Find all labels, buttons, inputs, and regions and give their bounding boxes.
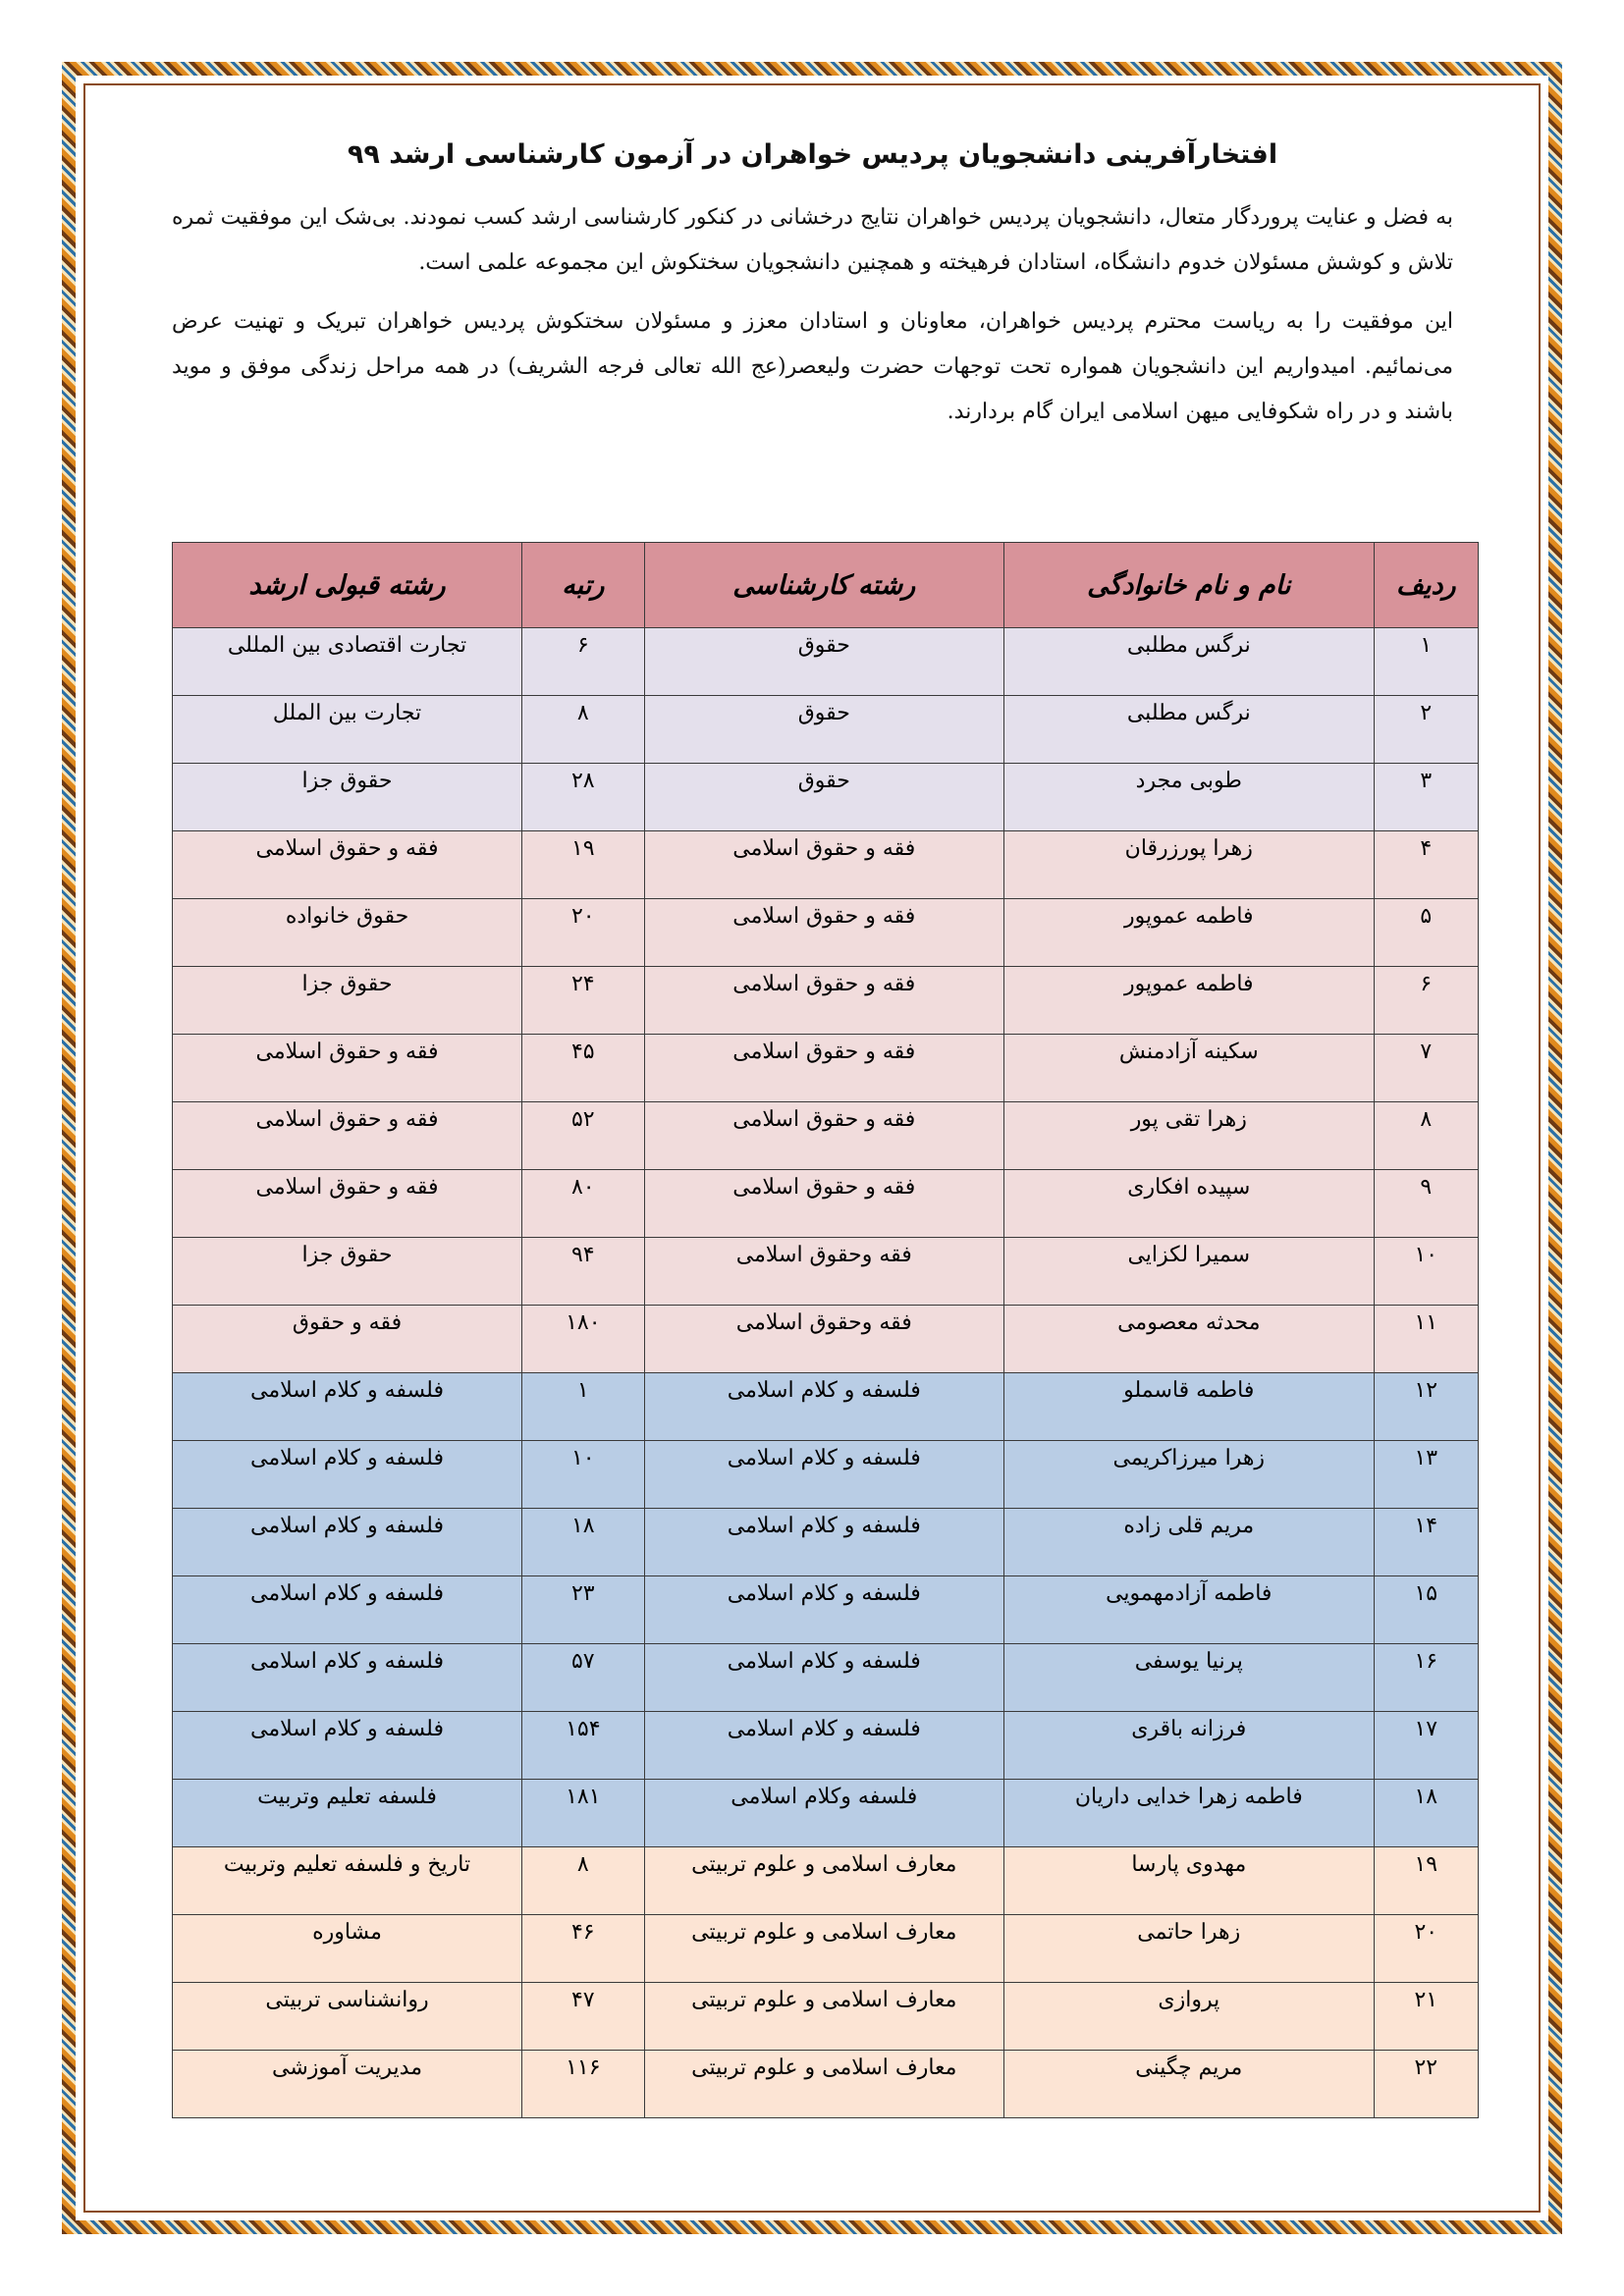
table-row [173,1576,1479,1644]
cell-master-field: فقه و حقوق [173,1306,522,1373]
cell-bachelor-field: فلسفه و کلام اسلامی [644,1644,1003,1712]
cell-rank: ۱ [522,1373,645,1441]
table-header-row [173,543,1479,628]
cell-rank: ۶ [522,628,645,696]
cell-name: نرگس مطلبی [1003,696,1374,764]
table-row [173,1102,1479,1170]
cell-index: ۹ [1374,1170,1478,1238]
table-row [173,1373,1479,1441]
cell-index: ۱۰ [1374,1238,1478,1306]
document-body [172,128,1453,449]
table-row [173,1915,1479,1983]
cell-rank: ۸ [522,696,645,764]
cell-name: مهدوی پارسا [1003,1847,1374,1915]
cell-rank: ۱۸ [522,1509,645,1576]
cell-bachelor-field: حقوق [644,696,1003,764]
cell-name: زهرا تقی پور [1003,1102,1374,1170]
cell-master-field: فلسفه تعلیم وتربیت [173,1780,522,1847]
cell-name: فرزانه باقری [1003,1712,1374,1780]
table-row [173,1035,1479,1102]
cell-index: ۱۷ [1374,1712,1478,1780]
cell-index: ۴ [1374,831,1478,899]
cell-index: ۱۱ [1374,1306,1478,1373]
table-row [173,1170,1479,1238]
cell-bachelor-field: فلسفه و کلام اسلامی [644,1509,1003,1576]
congratulation-paragraph: این موفقیت را به ریاست محترم پردیس خواهران، معاونان و استادان معزز و مسئولان سختکوش پردیس خواهران تبریک و تهنیت عرض می‌نمائیم. امیدواریم این دانشجویان همواره تحت توجهات حضرت ولیعصر(عج الله تعالی فرجه الشریف) در همه مراحل زندگی موفق و موید باشند و در راه شکوفایی میهن اسلامی ایران گام بردارند. [172,309,1453,424]
header-master-field: رشته قبولی ارشد [173,543,522,628]
cell-master-field: تجارت اقتصادی بین المللی [173,628,522,696]
cell-bachelor-field: فقه و حقوق اسلامی [644,1102,1003,1170]
header-name: نام و نام خانوادگی [1003,543,1374,628]
cell-bachelor-field: حقوق [644,764,1003,831]
table-row [173,1306,1479,1373]
cell-rank: ۵۷ [522,1644,645,1712]
results-table [172,542,1479,2118]
header-rank: رتبه [522,543,645,628]
cell-master-field: فلسفه و کلام اسلامی [173,1576,522,1644]
cell-name: زهرا میرزاکریمی [1003,1441,1374,1509]
cell-name: پرنیا یوسفی [1003,1644,1374,1712]
cell-bachelor-field: فلسفه و کلام اسلامی [644,1712,1003,1780]
cell-bachelor-field: معارف اسلامی و علوم تربیتی [644,1915,1003,1983]
table-row [173,899,1479,967]
cell-master-field: حقوق جزا [173,764,522,831]
cell-index: ۲ [1374,696,1478,764]
cell-rank: ۲۳ [522,1576,645,1644]
cell-master-field: حقوق جزا [173,967,522,1035]
header-index: ردیف [1374,543,1478,628]
table-row [173,764,1479,831]
cell-index: ۲۲ [1374,2051,1478,2118]
table-row [173,628,1479,696]
intro-paragraph: به فضل و عنایت پروردگار متعال، دانشجویان پردیس خواهران نتایج درخشانی در کنکور کارشناسی ارشد کسب نمودند. بی‌شک این موفقیت ثمره تلاش و کوشش مسئولان خدوم دانشگاه، استادان فرهیخته و همچنین دانشجویان سختکوش این مجموعه علمی است. [172,205,1453,275]
cell-bachelor-field: فقه و حقوق اسلامی [644,899,1003,967]
cell-rank: ۸۰ [522,1170,645,1238]
cell-master-field: حقوق خانواده [173,899,522,967]
cell-master-field: فقه و حقوق اسلامی [173,1035,522,1102]
cell-master-field: روانشناسی تربیتی [173,1983,522,2051]
table-row [173,696,1479,764]
page-title: افتخارآفرینی دانشجویان پردیس خواهران در آزمون کارشناسی ارشد ۹۹ [347,139,1278,170]
cell-bachelor-field: فلسفه وکلام اسلامی [644,1780,1003,1847]
cell-name: فاطمه آزادمهمویی [1003,1576,1374,1644]
cell-index: ۵ [1374,899,1478,967]
table-row [173,1983,1479,2051]
cell-index: ۱۴ [1374,1509,1478,1576]
cell-master-field: تجارت بین الملل [173,696,522,764]
cell-index: ۱۵ [1374,1576,1478,1644]
header-bachelor-field: رشته کارشناسی [644,543,1003,628]
cell-rank: ۱۵۴ [522,1712,645,1780]
cell-name: نرگس مطلبی [1003,628,1374,696]
cell-rank: ۱۱۶ [522,2051,645,2118]
cell-master-field: مدیریت آموزشی [173,2051,522,2118]
cell-name: زهرا پورزرقان [1003,831,1374,899]
cell-rank: ۱۰ [522,1441,645,1509]
cell-rank: ۵۲ [522,1102,645,1170]
table-row [173,2051,1479,2118]
cell-index: ۱۳ [1374,1441,1478,1509]
cell-bachelor-field: معارف اسلامی و علوم تربیتی [644,2051,1003,2118]
cell-rank: ۹۴ [522,1238,645,1306]
cell-index: ۱۶ [1374,1644,1478,1712]
cell-index: ۳ [1374,764,1478,831]
cell-name: سپیده افکاری [1003,1170,1374,1238]
cell-index: ۱ [1374,628,1478,696]
cell-rank: ۴۵ [522,1035,645,1102]
cell-name: فاطمه قاسملو [1003,1373,1374,1441]
cell-master-field: فلسفه و کلام اسلامی [173,1441,522,1509]
cell-bachelor-field: فقه وحقوق اسلامی [644,1238,1003,1306]
cell-name: مریم قلی زاده [1003,1509,1374,1576]
cell-index: ۷ [1374,1035,1478,1102]
cell-name: فاطمه عموپور [1003,899,1374,967]
table-row [173,1441,1479,1509]
cell-bachelor-field: حقوق [644,628,1003,696]
cell-rank: ۱۹ [522,831,645,899]
cell-rank: ۱۸۰ [522,1306,645,1373]
cell-rank: ۴۶ [522,1915,645,1983]
cell-index: ۶ [1374,967,1478,1035]
cell-master-field: حقوق جزا [173,1238,522,1306]
cell-name: پروازی [1003,1983,1374,2051]
cell-bachelor-field: معارف اسلامی و علوم تربیتی [644,1847,1003,1915]
table-row [173,1644,1479,1712]
cell-master-field: فلسفه و کلام اسلامی [173,1373,522,1441]
cell-index: ۱۲ [1374,1373,1478,1441]
cell-bachelor-field: فقه و حقوق اسلامی [644,1035,1003,1102]
cell-bachelor-field: معارف اسلامی و علوم تربیتی [644,1983,1003,2051]
cell-rank: ۱۸۱ [522,1780,645,1847]
cell-name: زهرا حاتمی [1003,1915,1374,1983]
cell-bachelor-field: فلسفه و کلام اسلامی [644,1441,1003,1509]
cell-bachelor-field: فقه وحقوق اسلامی [644,1306,1003,1373]
cell-master-field: مشاوره [173,1915,522,1983]
cell-name: فاطمه زهرا خدایی داریان [1003,1780,1374,1847]
cell-bachelor-field: فلسفه و کلام اسلامی [644,1373,1003,1441]
cell-rank: ۲۸ [522,764,645,831]
cell-master-field: فلسفه و کلام اسلامی [173,1644,522,1712]
cell-name: سکینه آزادمنش [1003,1035,1374,1102]
cell-master-field: فقه و حقوق اسلامی [173,1170,522,1238]
cell-rank: ۲۰ [522,899,645,967]
cell-name: طوبی مجرد [1003,764,1374,831]
cell-bachelor-field: فقه و حقوق اسلامی [644,967,1003,1035]
cell-index: ۱۹ [1374,1847,1478,1915]
cell-name: محدثه معصومی [1003,1306,1374,1373]
table-row [173,967,1479,1035]
cell-master-field: فقه و حقوق اسلامی [173,831,522,899]
table-row [173,1509,1479,1576]
cell-name: فاطمه عموپور [1003,967,1374,1035]
table-row [173,831,1479,899]
cell-index: ۲۰ [1374,1915,1478,1983]
cell-bachelor-field: فقه و حقوق اسلامی [644,1170,1003,1238]
cell-name: سمیرا لکزایی [1003,1238,1374,1306]
cell-rank: ۴۷ [522,1983,645,2051]
cell-name: مریم چگینی [1003,2051,1374,2118]
cell-master-field: فلسفه و کلام اسلامی [173,1712,522,1780]
table-row [173,1847,1479,1915]
table-body [173,628,1479,2118]
cell-rank: ۲۴ [522,967,645,1035]
cell-index: ۲۱ [1374,1983,1478,2051]
cell-rank: ۸ [522,1847,645,1915]
table-row [173,1712,1479,1780]
cell-master-field: فلسفه و کلام اسلامی [173,1509,522,1576]
table-row [173,1238,1479,1306]
cell-index: ۸ [1374,1102,1478,1170]
cell-master-field: فقه و حقوق اسلامی [173,1102,522,1170]
cell-index: ۱۸ [1374,1780,1478,1847]
cell-master-field: تاریخ و فلسفه تعلیم وتربیت [173,1847,522,1915]
table-row [173,1780,1479,1847]
cell-bachelor-field: فلسفه و کلام اسلامی [644,1576,1003,1644]
cell-bachelor-field: فقه و حقوق اسلامی [644,831,1003,899]
